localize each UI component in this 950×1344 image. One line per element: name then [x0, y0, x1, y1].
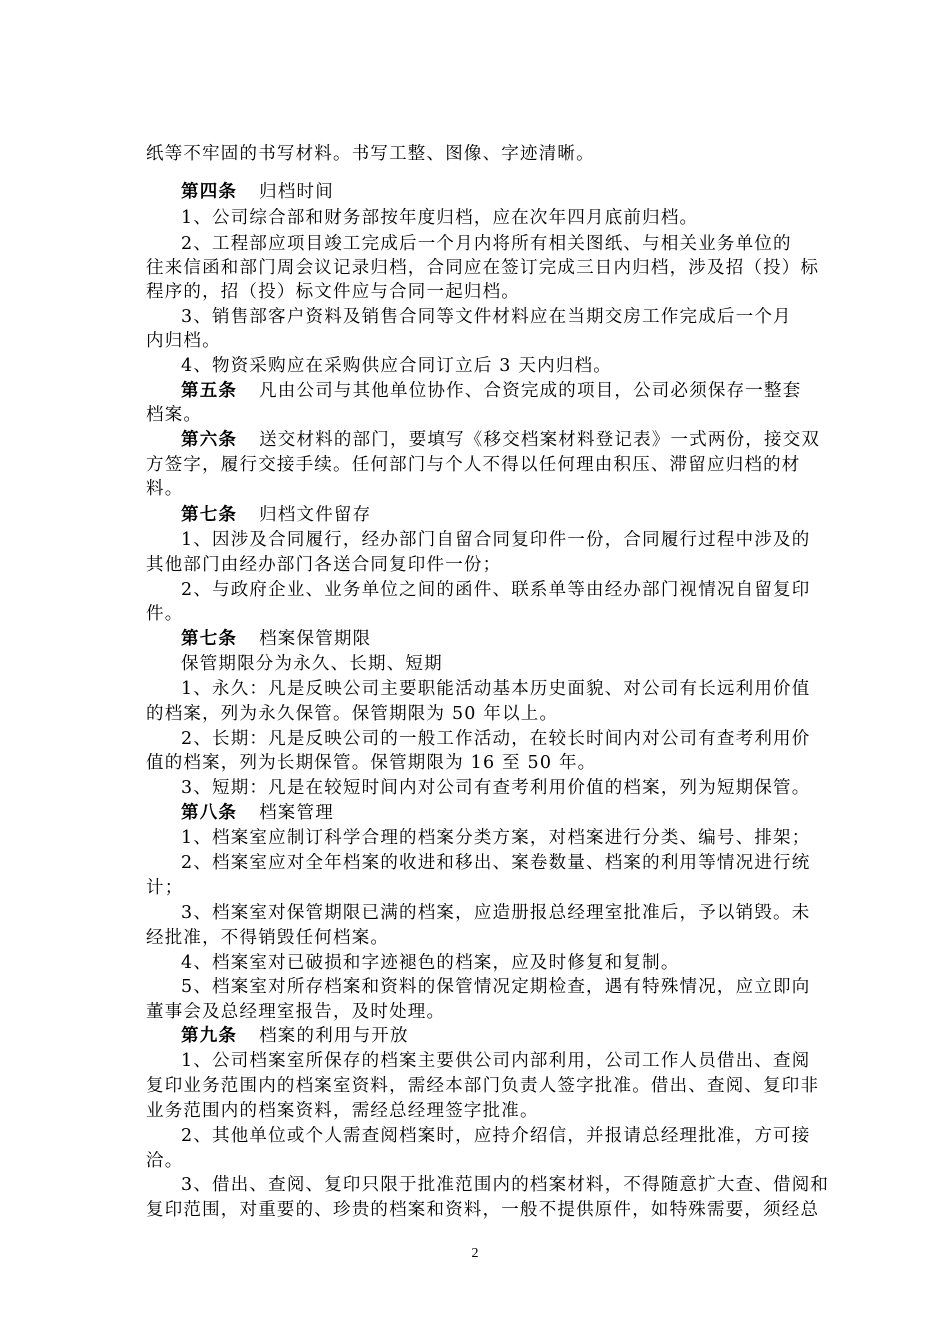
paragraph-line: 3、销售部客户资料及销售合同等文件材料应在当期交房工作完成后一个月: [181, 307, 792, 327]
paragraph-line: 1、公司综合部和财务部按年度归档，应在次年四月底前归档。: [181, 208, 699, 228]
article-number: 第九条: [181, 1026, 238, 1046]
article-number: 第七条: [181, 505, 238, 525]
article-number: 第六条: [181, 430, 238, 450]
paragraph-line: 3、档案室对保管期限已满的档案，应造册报总经理室批准后，予以销毁。未: [181, 903, 811, 923]
paragraph-line: 其他部门由经办部门各送合同复印件一份；: [146, 555, 502, 575]
paragraph-line: 程序的，招（投）标文件应与合同一起归档。: [146, 282, 520, 302]
paragraph-line: 复印业务范围内的档案室资料，需经本部门负责人签字批准。借出、查阅、复印非: [146, 1076, 820, 1096]
paragraph-line: 的档案，列为永久保管。保管期限为 50 年以上。: [146, 704, 559, 724]
article-heading: [181, 1024, 810, 1049]
paragraph-line: 1、因涉及合同履行，经办部门自留合同复印件一份，合同履行过程中涉及的: [181, 530, 811, 550]
paragraph-line: 1、永久：凡是反映公司主要职能活动基本历史面貌、对公司有长远利用价值: [181, 679, 811, 699]
paragraph-line: 业务范围内的档案资料，需经总经理签字批准。: [146, 1101, 539, 1121]
paragraph-line: 复印范围，对重要的、珍贵的档案和资料，一般不提供原件，如特殊需要，须经总: [146, 1200, 820, 1220]
article-title: 档案的利用与开放: [259, 1026, 409, 1046]
paragraph-line: 方签字，履行交接手续。任何部门与个人不得以任何理由积压、滞留应归档的材: [146, 455, 801, 475]
paragraph-line: 2、其他单位或个人需查阅档案时，应持介绍信，并报请总经理批准，方可接: [181, 1126, 811, 1146]
paragraph-line: 5、档案室对所存档案和资料的保管情况定期检查，遇有特殊情况，应立即向: [181, 977, 811, 997]
article-heading: [181, 503, 810, 528]
paragraph-line: 经批准，不得销毁任何档案。: [146, 928, 390, 948]
paragraph-line: 1、公司档案室所保存的档案主要供公司内部利用，公司工作人员借出、查阅: [181, 1051, 811, 1071]
article-title: 归档文件留存: [259, 505, 372, 525]
article-heading: [181, 379, 810, 404]
paragraph-line: 4、档案室对已破损和字迹褪色的档案，应及时修复和复制。: [181, 953, 680, 973]
paragraph-line: 2、长期：凡是反映公司的一般工作活动，在较长时间内对公司有查考利用价: [181, 729, 811, 749]
paragraph-line: 计；: [146, 878, 184, 898]
article-number: 第四条: [181, 182, 238, 202]
paragraph-line: 纸等不牢固的书写材料。书写工整、图像、字迹清晰。: [146, 144, 595, 164]
article-heading: [181, 180, 810, 205]
article-title: 档案管理: [259, 803, 334, 823]
paragraph-line: 4、物资采购应在采购供应合同订立后 3 天内归档。: [181, 356, 612, 376]
article-text: 凡由公司与其他单位协作、合资完成的项目，公司必须保存一整套: [259, 381, 802, 401]
article-heading: [181, 428, 821, 453]
article-title: 档案保管期限: [259, 629, 372, 649]
paragraph-line: 2、工程部应项目竣工完成后一个月内将所有相关图纸、与相关业务单位的: [181, 234, 792, 254]
paragraph-line: 洽。: [146, 1151, 184, 1171]
article-heading: [181, 627, 810, 652]
paragraph-line: 档案。: [146, 405, 203, 425]
paragraph-line: 保管期限分为永久、长期、短期: [181, 654, 443, 674]
paragraph-line: 件。: [146, 604, 184, 624]
paragraph-line: 料。: [146, 479, 184, 499]
paragraph-line: 2、与政府企业、业务单位之间的函件、联系单等由经办部门视情况自留复印: [181, 580, 811, 600]
paragraph-line: 3、借出、查阅、复印只限于批准范围内的档案材料，不得随意扩大查、借阅和: [181, 1175, 830, 1195]
paragraph-line: 1、档案室应制订科学合理的档案分类方案，对档案进行分类、编号、排架；: [181, 828, 811, 848]
article-text: 送交材料的部门，要填写《移交档案材料登记表》一式两份，接交双: [259, 430, 821, 450]
paragraph-line: 董事会及总经理室报告，及时处理。: [146, 1002, 446, 1022]
article-number: 第五条: [181, 381, 238, 401]
article-heading: [181, 801, 810, 826]
paragraph-line: 3、短期：凡是在较短时间内对公司有查考利用价值的档案，列为短期保管。: [181, 778, 811, 798]
article-number: 第八条: [181, 803, 238, 823]
paragraph-line: 内归档。: [146, 331, 221, 351]
article-number: 第七条: [181, 629, 238, 649]
article-title: 归档时间: [259, 182, 334, 202]
paragraph-line: 值的档案，列为长期保管。保管期限为 16 至 50 年。: [146, 753, 597, 773]
page-number: 2: [471, 1246, 479, 1261]
paragraph-line: 2、档案室应对全年档案的收进和移出、案卷数量、档案的利用等情况进行统: [181, 853, 811, 873]
paragraph-line: 往来信函和部门周会议记录归档，合同应在签订完成三日内归档，涉及招（投）标: [146, 258, 820, 278]
